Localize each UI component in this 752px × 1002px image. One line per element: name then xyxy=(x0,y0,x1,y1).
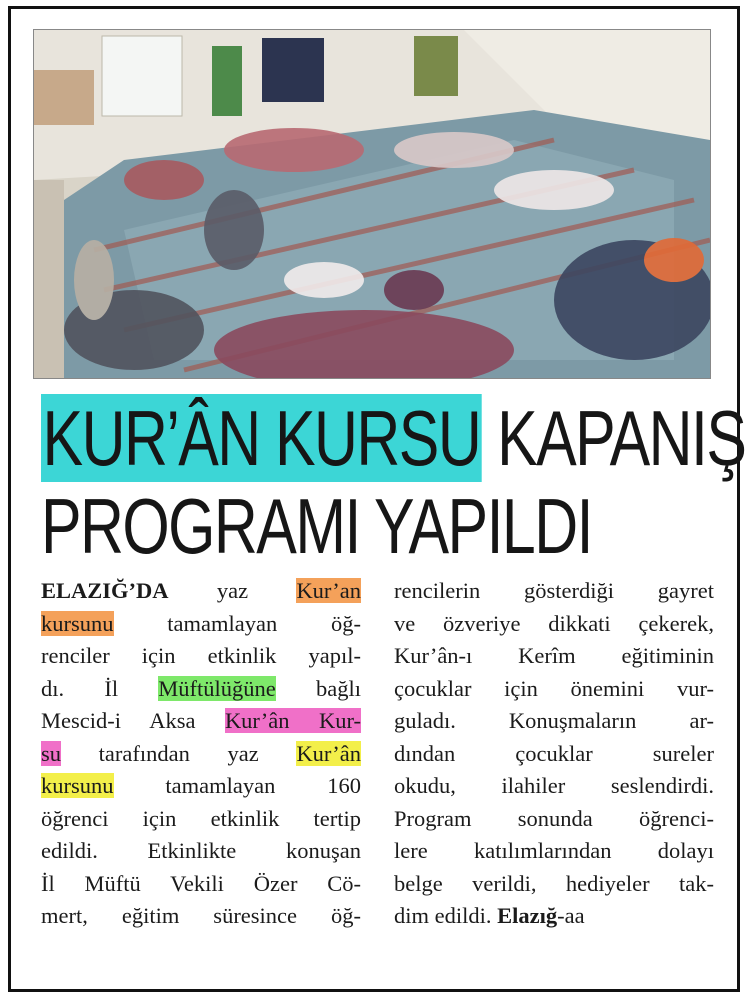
text-line: belge verildi, hediyeler tak- xyxy=(394,870,714,896)
text-line: mert, eğitim süresince öğ- xyxy=(41,903,361,928)
text-line xyxy=(41,770,361,803)
text-line xyxy=(41,608,361,641)
highlight-pink: Kur’ân Kur- xyxy=(224,708,362,733)
mosque-classroom-photo-icon xyxy=(34,30,710,378)
highlight-pink: su xyxy=(41,740,62,766)
text-line xyxy=(41,738,361,771)
text-line: rencilerin gösterdiği gayret xyxy=(394,578,714,603)
article-column-right xyxy=(394,575,714,933)
text-fragment: tarafından yaz xyxy=(61,740,297,766)
text-line: renciler için etkinlik yapıl- xyxy=(41,643,361,668)
text-fragment: yaz xyxy=(168,578,297,603)
highlight-orange: kursunu xyxy=(41,610,114,636)
text-line xyxy=(41,705,361,738)
text-fragment: Mescid-i Aksa xyxy=(41,708,225,733)
text-line: dından çocuklar sureler xyxy=(394,740,714,766)
text-line: çocuklar için önemini vur- xyxy=(394,675,714,701)
text-line: Program sonunda öğrenci- xyxy=(394,805,714,831)
text-line xyxy=(41,575,361,608)
headline-line-2: PROGRAMI YAPILDI xyxy=(41,482,592,570)
source-agency: -aa xyxy=(557,903,585,928)
source-credit: Elazığ xyxy=(497,903,558,928)
headline-line-1 xyxy=(41,394,746,482)
text-line: lere katılımlarından dolayı xyxy=(394,838,714,863)
headline-highlight: KUR’ÂN KURSU xyxy=(42,394,481,482)
text-line: guladı. Konuşmaların ar- xyxy=(394,708,714,733)
text-line: ve özveriye dikkati çekerek, xyxy=(394,610,714,636)
article-column-left xyxy=(41,575,361,933)
highlight-orange: Kur’an xyxy=(296,578,361,603)
highlight-green: Müftülüğüne xyxy=(158,675,276,701)
text-fragment: tamamlayan öğ- xyxy=(113,610,361,636)
text-fragment: dı. İl xyxy=(41,675,159,701)
text-line: Kur’ân-ı Kerîm eğitiminin xyxy=(394,643,714,668)
text-line xyxy=(41,673,361,706)
article-frame xyxy=(8,6,746,992)
dateline: ELAZIĞ’DA xyxy=(41,578,169,603)
text-line: öğrenci için etkinlik tertip xyxy=(41,805,361,831)
text-fragment: bağlı xyxy=(275,675,361,701)
text-fragment: dim edildi. xyxy=(394,903,498,928)
headline-line-1-rest: KAPANIŞ xyxy=(481,394,746,482)
article-photo xyxy=(33,29,711,379)
headline xyxy=(41,394,746,570)
text-line: edildi. Etkinlikte konuşan xyxy=(41,838,361,863)
highlight-yellow: kursunu xyxy=(41,773,114,798)
text-line: okudu, ilahiler seslendirdi. xyxy=(394,773,714,798)
text-fragment: tamamlayan 160 xyxy=(113,773,361,798)
text-line xyxy=(394,900,714,933)
highlight-yellow: Kur’ân xyxy=(296,740,361,766)
text-line: İl Müftü Vekili Özer Cö- xyxy=(41,870,361,896)
